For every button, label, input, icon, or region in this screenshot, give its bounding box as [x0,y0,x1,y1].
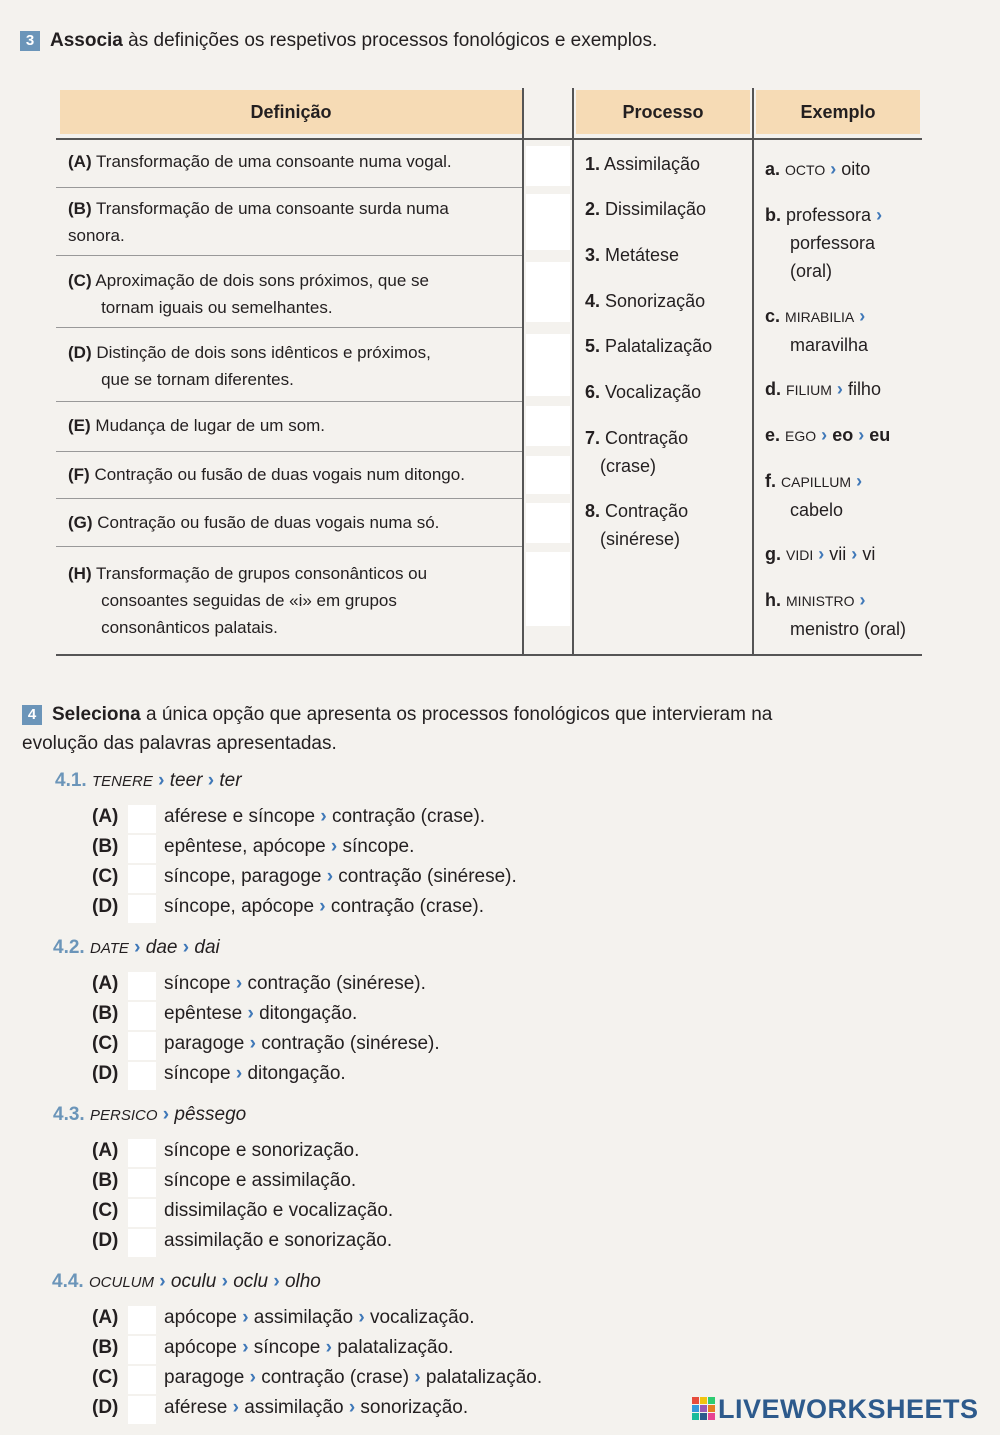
definition-c: (C) Aproximação de dois sons próximos, que se tornam iguais ou semelhantes. [68,271,429,317]
definition-h: (H) Transformação de grupos consonânticos ou consoantes seguidas de «i» em grupos consonânticos palatais. [68,564,428,637]
table-divider [752,88,754,655]
exercise-3-instruction [20,30,657,52]
instruction-text-cont: evolução das palavras apresentadas. [22,733,337,754]
option-4-4-b[interactable]: (B) apócope › síncope › palatalização. [92,1337,454,1358]
process-5: 5. Palatalização [585,336,713,356]
example-c: c. MIRABILIA › maravilha [765,306,869,355]
question-4-1: 4.1. TENERE › teer › ter [55,770,242,791]
example-a: a. OCTO › oito [765,159,871,179]
example-b: b. professora › porfessora (oral) [765,205,883,281]
header-exemplo: Exemplo [756,90,920,134]
row-separator [56,401,522,402]
table-header-rule [56,138,922,140]
definition-d: (D) Distinção de dois sons idênticos e próximos, que se tornam diferentes. [68,343,431,389]
option-4-1-b[interactable]: (B) epêntese, apócope › síncope. [92,836,415,857]
table-bottom-rule [56,654,922,656]
row-separator [56,255,522,256]
question-4-2: 4.2. DATE › dae › dai [53,937,220,958]
liveworksheets-logo: LIVEWORKSHEETS [692,1394,979,1425]
option-4-2-c[interactable]: (C) paragoge › contração (sinérese). [92,1033,440,1054]
exercise-4-instruction [22,700,932,758]
header-definicao: Definição [60,90,522,134]
option-4-3-a[interactable]: (A) síncope e sonorização. [92,1140,360,1161]
example-d: d. FILIUM › filho [765,379,881,399]
option-4-3-d[interactable]: (D) assimilação e sonorização. [92,1230,393,1251]
table-divider [522,88,524,655]
row-separator [56,451,522,452]
process-8: 8. Contração (sinérese) [585,501,689,549]
answer-box-a[interactable] [526,146,570,186]
instruction-text: às definições os respetivos processos fonológicos e exemplos. [128,30,658,51]
answer-box-c[interactable] [526,262,570,322]
answer-box-e[interactable] [526,406,570,446]
answer-box-d[interactable] [526,334,570,396]
definition-g: (G) Contração ou fusão de duas vogais numa só. [68,513,440,532]
process-2: 2. Dissimilação [585,199,707,219]
option-4-3-c[interactable]: (C) dissimilação e vocalização. [92,1200,394,1221]
example-h: h. MINISTRO › menistro (oral) [765,590,907,639]
answer-box-f[interactable] [526,456,570,494]
option-4-1-c[interactable]: (C) síncope, paragoge › contração (sinérese). [92,866,517,887]
exercise-number-badge: 4 [22,705,42,725]
example-g: g. VIDI › vii › vi [765,544,876,564]
row-separator [56,327,522,328]
process-3: 3. Metátese [585,245,680,265]
instruction-verb: Associa [50,30,123,51]
definition-f: (F) Contração ou fusão de duas vogais num ditongo. [68,465,465,484]
process-7: 7. Contração (crase) [585,428,689,476]
definition-e: (E) Mudança de lugar de um som. [68,416,326,435]
header-processo: Processo [576,90,750,134]
option-4-2-b[interactable]: (B) epêntese › ditongação. [92,1003,358,1024]
instruction-text: a única opção que apresenta os processos fonológicos que intervieram na [146,704,773,725]
instruction-verb: Seleciona [52,704,141,725]
example-f: f. CAPILLUM › cabelo [765,471,863,520]
row-separator [56,187,522,188]
definition-a: (A) Transformação de uma consoante numa vogal. [68,152,452,171]
option-4-4-c[interactable]: (C) paragoge › contração (crase) › palatalização. [92,1367,543,1388]
exercise-number-badge: 3 [20,31,40,51]
option-4-1-a[interactable]: (A) aférese e síncope › contração (crase). [92,806,486,827]
question-4-3: 4.3. PERSICO › pêssego [53,1104,247,1125]
option-4-3-b[interactable]: (B) síncope e assimilação. [92,1170,357,1191]
option-4-4-d[interactable]: (D) aférese › assimilação › sonorização. [92,1397,469,1418]
process-6: 6. Vocalização [585,382,702,402]
row-separator [56,546,522,547]
option-4-1-d[interactable]: (D) síncope, apócope › contração (crase). [92,896,485,917]
row-separator [56,498,522,499]
option-4-4-a[interactable]: (A) apócope › assimilação › vocalização. [92,1307,475,1328]
process-1: 1. Assimilação [585,154,701,174]
option-4-2-d[interactable]: (D) síncope › ditongação. [92,1063,346,1084]
question-4-4: 4.4. OCULUM › oculu › oclu › olho [52,1271,321,1292]
definition-b: (B) Transformação de uma consoante surda numa sonora. [68,199,449,245]
answer-box-b[interactable] [526,194,570,250]
answer-box-g[interactable] [526,503,570,543]
example-e: e. EGO › eo › eu [765,425,891,445]
answer-box-h[interactable] [526,552,570,626]
option-4-2-a[interactable]: (A) síncope › contração (sinérese). [92,973,426,994]
table-divider [572,88,574,655]
process-4: 4. Sonorização [585,291,706,311]
logo-grid-icon [692,1397,716,1421]
